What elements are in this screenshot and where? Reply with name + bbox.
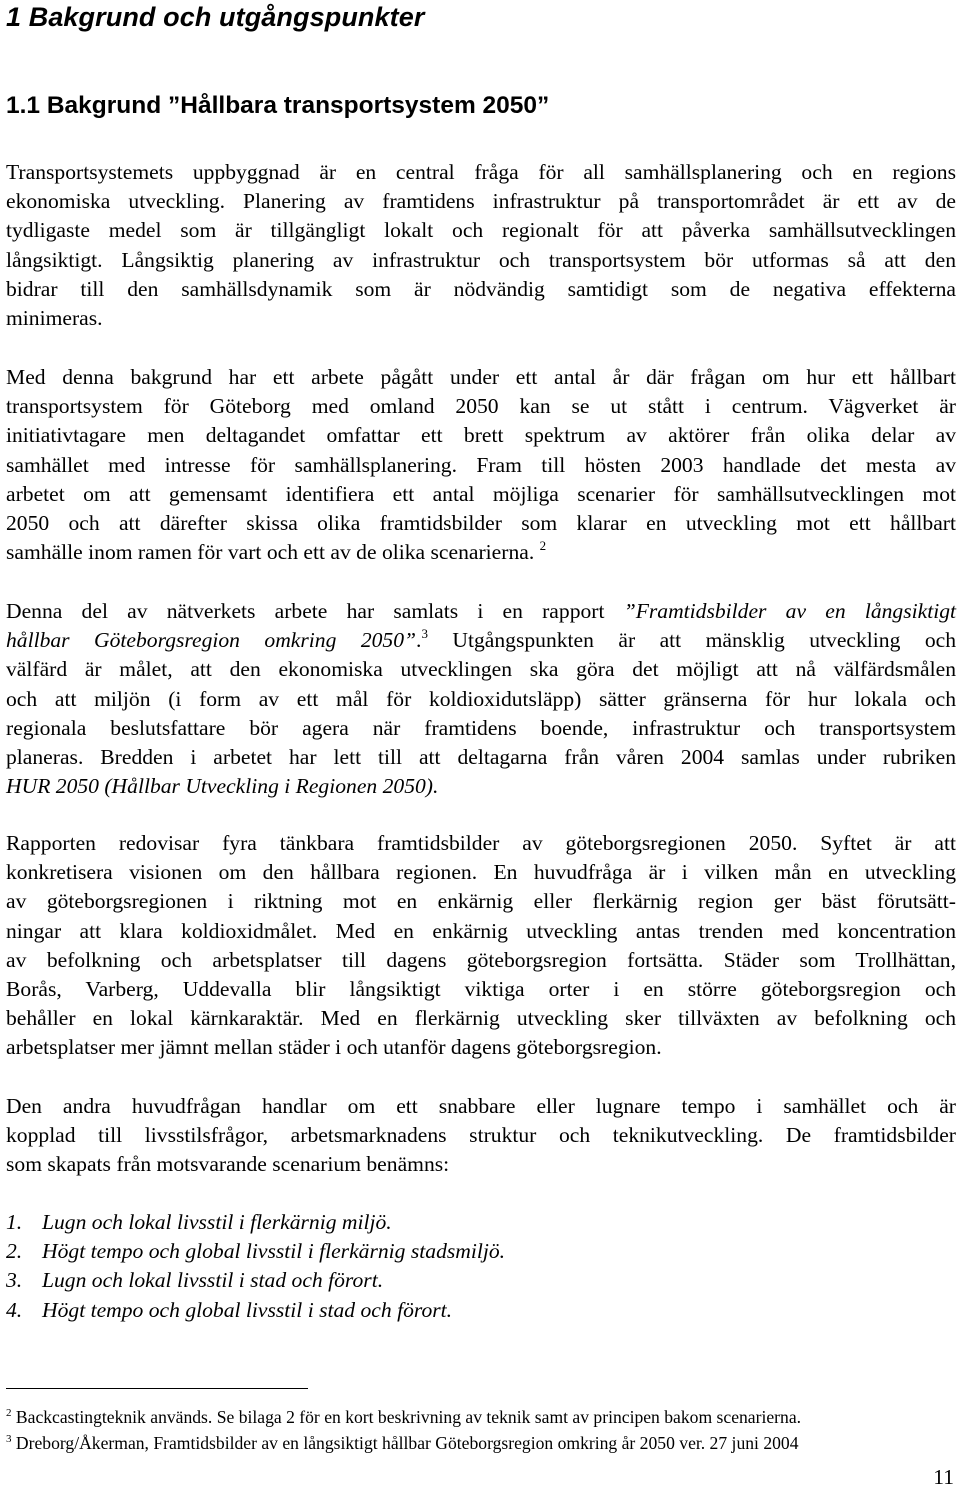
scenario-list: [6, 1208, 505, 1325]
paragraph-text: samhälle inom ramen för vart och ett av de olika scenarierna.: [6, 540, 535, 565]
paragraph-line: [6, 772, 956, 801]
paragraph-line: ningar att klara koldioxidmålet. Med en enkärnig utveckling antas trenden med koncentration: [6, 918, 956, 943]
program-name: HUR 2050 (Hållbar Utveckling i Regionen 2050).: [6, 774, 439, 799]
list-item: [6, 1296, 505, 1325]
list-number: 1.: [6, 1210, 23, 1234]
footnote-ref-3[interactable]: 3: [421, 626, 428, 642]
paragraph-line: transportsystem för Göteborg med omland 2050 kan se ut stått i centrum. Vägverket är: [6, 394, 956, 419]
paragraph-5: [6, 1092, 956, 1180]
list-text: Lugn och lokal livsstil i flerkärnig miljö.: [42, 1210, 392, 1234]
list-text: Högt tempo och global livsstil i flerkärnig stadsmiljö.: [42, 1239, 506, 1264]
paragraph-line: kopplad till livsstilsfrågor, arbetsmarknadens struktur och teknikutveckling. De framtidsbilder: [6, 1123, 956, 1148]
paragraph-line: konkretisera visionen om den hållbara regionen. En huvudfråga är i vilken mån en utveckling: [6, 860, 956, 885]
subsection-heading: 1.1 Bakgrund ”Hållbara transportsystem 2050”: [6, 92, 550, 119]
paragraph-line: tydligaste medel som är tillgängligt lokalt och regionalt för att påverka samhällsutvecklingen: [6, 218, 956, 243]
paragraph-line: Borås, Varberg, Uddevalla blir långsiktigt viktiga orter i en större göteborgsregion och: [6, 977, 956, 1002]
paragraph-line: minimeras.: [6, 306, 103, 331]
paragraph-4: [6, 829, 956, 1063]
paragraph-line: samhället med intresse för samhällsplanering. Fram till hösten 2003 handlade det mesta av: [6, 452, 956, 477]
paragraph-line: regionala beslutsfattare bör agera när framtidens boende, infrastruktur och transportsystem: [6, 715, 956, 740]
page-number: 11: [933, 1465, 954, 1489]
paragraph-line: arbetsplatser mer jämnt mellan städer i och utanför dagens göteborgsregion.: [6, 1035, 662, 1060]
paragraph-line: 2050 och att därefter skissa olika framtidsbilder som klarar en utveckling mot ett hållbart: [6, 511, 956, 536]
paragraph-line: behåller en lokal kärnkaraktär. Med en flerkärnig utveckling sker tillväxten av befolkning och: [6, 1006, 956, 1031]
paragraph-line: [6, 597, 956, 626]
footnote-3: [6, 1432, 799, 1454]
paragraph-line: Den andra huvudfrågan handlar om ett snabbare eller lugnare tempo i samhället och är: [6, 1094, 956, 1118]
paragraph-line: hållbar Göteborgsregion omkring 2050”.$^3$ Utgångspunkten är att mänsklig utveckling och: [6, 626, 957, 653]
list-item: [6, 1237, 505, 1266]
paragraph-1: [6, 158, 956, 333]
paragraph-line: av göteborgsregionen i riktning mot en enkärnig eller flerkärnig region ger bäst förutsätt-: [6, 889, 956, 914]
paragraph-line: arbetet om att gemensamt identifiera ett antal möjliga scenarier för samhällsutvecklingen mot: [6, 481, 956, 506]
paragraph-line: Med denna bakgrund har ett arbete pågått under ett antal år där frågan om hur ett hållbart: [6, 365, 956, 389]
paragraph-line: långsiktigt. Långsiktig planering av infrastruktur och transportsystem bör utformas så att den: [6, 247, 956, 272]
footnote-2: [6, 1406, 801, 1428]
paragraph-line: bidrar till den samhällsdynamik som är nödvändig samtidigt som de negativa effekterna: [6, 276, 956, 301]
paragraph-line: initiativtagare men deltagandet omfattar ett brett spektrum av aktörer från olika delar av: [6, 423, 956, 448]
footnote-divider: [6, 1388, 308, 1389]
footnote-number: 3: [6, 1433, 12, 1445]
list-text: Lugn och lokal livsstil i stad och förort.: [42, 1268, 384, 1293]
paragraph-line: [6, 538, 956, 567]
section-heading: 1 Bakgrund och utgångspunkter: [6, 2, 425, 32]
list-item: [6, 1208, 505, 1237]
report-title: ”Framtidsbilder av en långsiktigt: [623, 599, 956, 623]
paragraph-line: välfärd är målet, att den ekonomiska utvecklingen ska göra det möjligt att nå välfärdsmålen: [6, 657, 956, 682]
paragraph-line: som skapats från motsvarande scenarium benämns:: [6, 1152, 450, 1177]
list-number: 4.: [6, 1297, 23, 1322]
paragraph-2: [6, 363, 956, 567]
footnote-text: Dreborg/Åkerman, Framtidsbilder av en långsiktigt hållbar Göteborgsregion omkring år 2050 ver. 27 juni 2004: [11, 1433, 799, 1453]
paragraph-line: och att miljön (i form av ett mål för koldioxidutsläpp) sätter gränserna för hur lokala och: [6, 686, 956, 711]
paragraph-text: Utgångspunkten är att mänsklig utveckling och: [427, 628, 957, 653]
list-number: 2.: [6, 1239, 23, 1264]
footnote-text: Backcastingteknik används. Se bilaga 2 för en kort beskrivning av teknik samt av principen bakom scenarierna.: [11, 1407, 802, 1427]
report-title: hållbar Göteborgsregion omkring 2050”: [6, 628, 417, 653]
paragraph-text: Denna del av nätverkets arbete har samlats i en rapport: [6, 599, 624, 623]
paragraph-3: [6, 597, 956, 801]
footnote-ref-2[interactable]: 2: [539, 538, 547, 554]
paragraph-line: ekonomiska utveckling. Planering av framtidens infrastruktur på transportområdet är ett av de: [6, 189, 956, 214]
paragraph-line: planeras. Bredden i arbetet har lett till att deltagarna från våren 2004 samlas under rubriken: [6, 745, 956, 770]
paragraph-line: av befolkning och arbetsplatser till dagens göteborgsregion fortsätta. Städer som Trollhättan,: [6, 947, 956, 972]
list-item: [6, 1266, 505, 1295]
list-text: Högt tempo och global livsstil i stad och förort.: [42, 1297, 453, 1322]
footnote-number: 2: [6, 1407, 12, 1419]
paragraph-line: Transportsystemets uppbyggnad är en central fråga för all samhällsplanering och en regions: [6, 160, 956, 184]
list-number: 3.: [6, 1268, 23, 1293]
paragraph-line: Rapporten redovisar fyra tänkbara framtidsbilder av göteborgsregionen 2050. Syftet är att: [6, 831, 956, 855]
